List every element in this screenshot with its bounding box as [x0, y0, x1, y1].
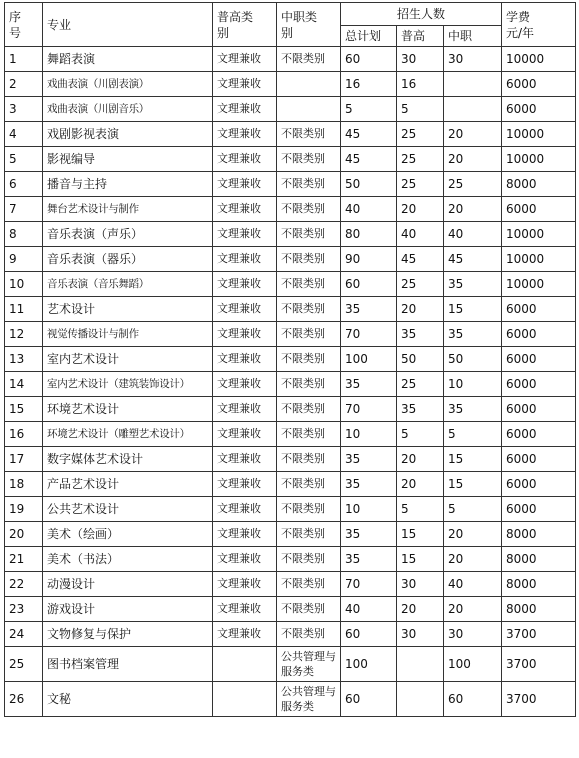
row-gaozhong: 文理兼收	[213, 297, 277, 322]
row-pugao: 35	[397, 397, 444, 422]
row-pugao: 25	[397, 147, 444, 172]
row-pugao: 20	[397, 447, 444, 472]
row-fee: 3700	[502, 647, 576, 682]
table-row	[5, 397, 576, 422]
row-major: 舞蹈表演	[43, 47, 213, 72]
row-major: 音乐表演（声乐）	[43, 222, 213, 247]
row-major: 环境艺术设计（雕塑艺术设计）	[43, 422, 213, 447]
row-zhongzhi-count: 15	[444, 297, 502, 322]
row-total: 35	[341, 472, 397, 497]
row-total: 35	[341, 447, 397, 472]
row-no: 23	[5, 597, 43, 622]
row-total: 60	[341, 682, 397, 717]
row-pugao: 30	[397, 572, 444, 597]
row-no: 19	[5, 497, 43, 522]
table-row	[5, 97, 576, 122]
row-zhongzhi: 不限类别	[277, 297, 341, 322]
row-fee: 6000	[502, 372, 576, 397]
table-row	[5, 147, 576, 172]
row-zhongzhi: 不限类别	[277, 472, 341, 497]
table-row	[5, 122, 576, 147]
row-no: 24	[5, 622, 43, 647]
row-zhongzhi-count: 25	[444, 172, 502, 197]
row-major: 戏剧影视表演	[43, 122, 213, 147]
row-zhongzhi-count: 40	[444, 572, 502, 597]
row-zhongzhi	[277, 97, 341, 122]
row-zhongzhi-count: 35	[444, 272, 502, 297]
row-major: 室内艺术设计（建筑装饰设计）	[43, 372, 213, 397]
header-no: 序号	[5, 3, 43, 47]
row-zhongzhi: 不限类别	[277, 172, 341, 197]
table-row	[5, 272, 576, 297]
row-gaozhong: 文理兼收	[213, 547, 277, 572]
row-zhongzhi-count: 20	[444, 147, 502, 172]
row-no: 10	[5, 272, 43, 297]
row-pugao: 25	[397, 122, 444, 147]
row-pugao: 20	[397, 197, 444, 222]
row-total: 90	[341, 247, 397, 272]
table-row	[5, 422, 576, 447]
row-zhongzhi: 不限类别	[277, 497, 341, 522]
row-total: 45	[341, 147, 397, 172]
row-pugao: 20	[397, 597, 444, 622]
header-row-1	[5, 3, 576, 26]
row-fee: 10000	[502, 222, 576, 247]
row-fee: 6000	[502, 472, 576, 497]
row-zhongzhi: 不限类别	[277, 522, 341, 547]
enrollment-table	[4, 2, 576, 717]
row-gaozhong: 文理兼收	[213, 172, 277, 197]
row-fee: 6000	[502, 397, 576, 422]
row-gaozhong: 文理兼收	[213, 597, 277, 622]
row-gaozhong: 文理兼收	[213, 522, 277, 547]
row-no: 22	[5, 572, 43, 597]
row-gaozhong: 文理兼收	[213, 147, 277, 172]
table-row	[5, 297, 576, 322]
row-fee: 10000	[502, 247, 576, 272]
row-zhongzhi-count: 5	[444, 422, 502, 447]
row-zhongzhi-count: 40	[444, 222, 502, 247]
row-zhongzhi-count	[444, 72, 502, 97]
row-gaozhong: 文理兼收	[213, 97, 277, 122]
row-fee: 10000	[502, 147, 576, 172]
table-row	[5, 372, 576, 397]
row-major: 动漫设计	[43, 572, 213, 597]
row-fee: 6000	[502, 197, 576, 222]
table-row	[5, 222, 576, 247]
row-total: 35	[341, 547, 397, 572]
row-no: 11	[5, 297, 43, 322]
row-zhongzhi: 不限类别	[277, 372, 341, 397]
row-fee: 8000	[502, 572, 576, 597]
row-pugao: 25	[397, 372, 444, 397]
table-row	[5, 597, 576, 622]
table-row	[5, 172, 576, 197]
row-pugao: 25	[397, 272, 444, 297]
row-major: 视觉传播设计与制作	[43, 322, 213, 347]
row-pugao: 35	[397, 322, 444, 347]
row-zhongzhi-count: 50	[444, 347, 502, 372]
row-gaozhong: 文理兼收	[213, 622, 277, 647]
row-fee: 3700	[502, 622, 576, 647]
table-row	[5, 547, 576, 572]
row-fee: 8000	[502, 597, 576, 622]
row-major: 播音与主持	[43, 172, 213, 197]
row-zhongzhi: 不限类别	[277, 247, 341, 272]
row-fee: 6000	[502, 322, 576, 347]
row-pugao: 5	[397, 97, 444, 122]
row-major: 产品艺术设计	[43, 472, 213, 497]
row-zhongzhi: 公共管理与服务类	[277, 682, 341, 717]
row-fee: 6000	[502, 497, 576, 522]
row-gaozhong: 文理兼收	[213, 197, 277, 222]
row-fee: 10000	[502, 272, 576, 297]
table-row	[5, 522, 576, 547]
row-total: 5	[341, 97, 397, 122]
row-major: 美术（书法）	[43, 547, 213, 572]
row-zhongzhi: 不限类别	[277, 322, 341, 347]
row-total: 100	[341, 647, 397, 682]
row-fee: 6000	[502, 447, 576, 472]
row-no: 8	[5, 222, 43, 247]
row-major: 游戏设计	[43, 597, 213, 622]
header-pugao: 普高	[397, 26, 444, 47]
header-gaozhong: 普高类别	[213, 3, 277, 47]
row-no: 14	[5, 372, 43, 397]
row-no: 5	[5, 147, 43, 172]
row-fee: 8000	[502, 547, 576, 572]
row-major: 美术（绘画）	[43, 522, 213, 547]
row-zhongzhi: 公共管理与服务类	[277, 647, 341, 682]
header-zhongzhi: 中职类别	[277, 3, 341, 47]
row-no: 7	[5, 197, 43, 222]
header-major: 专业	[43, 3, 213, 47]
row-gaozhong: 文理兼收	[213, 347, 277, 372]
row-major: 环境艺术设计	[43, 397, 213, 422]
row-zhongzhi-count: 20	[444, 597, 502, 622]
row-gaozhong: 文理兼收	[213, 572, 277, 597]
row-pugao: 16	[397, 72, 444, 97]
row-no: 16	[5, 422, 43, 447]
row-fee: 6000	[502, 297, 576, 322]
row-zhongzhi: 不限类别	[277, 222, 341, 247]
row-fee: 6000	[502, 97, 576, 122]
row-major: 室内艺术设计	[43, 347, 213, 372]
row-gaozhong: 文理兼收	[213, 72, 277, 97]
row-no: 4	[5, 122, 43, 147]
row-zhongzhi-count: 30	[444, 47, 502, 72]
row-no: 6	[5, 172, 43, 197]
row-gaozhong: 文理兼收	[213, 472, 277, 497]
row-total: 10	[341, 497, 397, 522]
row-gaozhong: 文理兼收	[213, 422, 277, 447]
row-fee: 3700	[502, 682, 576, 717]
row-total: 40	[341, 597, 397, 622]
row-zhongzhi-count	[444, 97, 502, 122]
row-major: 影视编导	[43, 147, 213, 172]
header-fee: 学费元/年	[502, 3, 576, 47]
row-no: 21	[5, 547, 43, 572]
row-fee: 10000	[502, 122, 576, 147]
row-total: 100	[341, 347, 397, 372]
row-zhongzhi-count: 20	[444, 547, 502, 572]
row-total: 50	[341, 172, 397, 197]
row-fee: 8000	[502, 522, 576, 547]
row-pugao: 25	[397, 172, 444, 197]
row-major: 戏曲表演（川剧音乐）	[43, 97, 213, 122]
row-gaozhong: 文理兼收	[213, 447, 277, 472]
row-zhongzhi: 不限类别	[277, 147, 341, 172]
row-pugao: 15	[397, 547, 444, 572]
row-total: 35	[341, 297, 397, 322]
row-gaozhong: 文理兼收	[213, 247, 277, 272]
row-gaozhong: 文理兼收	[213, 322, 277, 347]
row-no: 1	[5, 47, 43, 72]
table-row	[5, 622, 576, 647]
row-pugao: 5	[397, 422, 444, 447]
row-zhongzhi: 不限类别	[277, 422, 341, 447]
row-major: 音乐表演（音乐舞蹈）	[43, 272, 213, 297]
row-major: 文物修复与保护	[43, 622, 213, 647]
row-major: 音乐表演（器乐）	[43, 247, 213, 272]
row-total: 10	[341, 422, 397, 447]
row-total: 35	[341, 522, 397, 547]
row-zhongzhi-count: 30	[444, 622, 502, 647]
row-fee: 10000	[502, 47, 576, 72]
row-total: 60	[341, 622, 397, 647]
row-gaozhong: 文理兼收	[213, 222, 277, 247]
row-pugao: 15	[397, 522, 444, 547]
row-pugao: 20	[397, 297, 444, 322]
row-zhongzhi-count: 45	[444, 247, 502, 272]
row-zhongzhi: 不限类别	[277, 272, 341, 297]
row-pugao: 30	[397, 47, 444, 72]
row-zhongzhi: 不限类别	[277, 47, 341, 72]
row-gaozhong: 文理兼收	[213, 122, 277, 147]
row-gaozhong: 文理兼收	[213, 47, 277, 72]
row-major: 舞台艺术设计与制作	[43, 197, 213, 222]
row-zhongzhi: 不限类别	[277, 622, 341, 647]
row-no: 26	[5, 682, 43, 717]
row-gaozhong	[213, 682, 277, 717]
row-total: 70	[341, 322, 397, 347]
row-major: 文秘	[43, 682, 213, 717]
row-zhongzhi: 不限类别	[277, 597, 341, 622]
row-major: 公共艺术设计	[43, 497, 213, 522]
row-zhongzhi: 不限类别	[277, 572, 341, 597]
table-row	[5, 247, 576, 272]
row-zhongzhi: 不限类别	[277, 122, 341, 147]
row-pugao	[397, 647, 444, 682]
row-zhongzhi-count: 60	[444, 682, 502, 717]
row-pugao: 5	[397, 497, 444, 522]
row-total: 70	[341, 572, 397, 597]
row-zhongzhi-count: 20	[444, 122, 502, 147]
row-zhongzhi	[277, 72, 341, 97]
row-zhongzhi-count: 20	[444, 522, 502, 547]
row-major: 图书档案管理	[43, 647, 213, 682]
row-total: 40	[341, 197, 397, 222]
row-no: 3	[5, 97, 43, 122]
row-no: 17	[5, 447, 43, 472]
header-enroll: 招生人数	[341, 3, 502, 26]
row-zhongzhi: 不限类别	[277, 397, 341, 422]
row-gaozhong: 文理兼收	[213, 272, 277, 297]
row-zhongzhi: 不限类别	[277, 197, 341, 222]
table-row	[5, 72, 576, 97]
table-row	[5, 497, 576, 522]
row-zhongzhi-count: 5	[444, 497, 502, 522]
row-total: 80	[341, 222, 397, 247]
table-row	[5, 322, 576, 347]
row-total: 35	[341, 372, 397, 397]
row-zhongzhi-count: 15	[444, 447, 502, 472]
row-no: 15	[5, 397, 43, 422]
row-gaozhong	[213, 647, 277, 682]
row-zhongzhi-count: 20	[444, 197, 502, 222]
header-zhongzhi-count: 中职	[444, 26, 502, 47]
row-zhongzhi-count: 35	[444, 322, 502, 347]
table-row	[5, 572, 576, 597]
row-pugao: 50	[397, 347, 444, 372]
row-total: 70	[341, 397, 397, 422]
row-zhongzhi-count: 15	[444, 472, 502, 497]
row-total: 60	[341, 47, 397, 72]
table-row	[5, 347, 576, 372]
row-zhongzhi: 不限类别	[277, 447, 341, 472]
table-row	[5, 197, 576, 222]
row-no: 12	[5, 322, 43, 347]
row-pugao: 40	[397, 222, 444, 247]
row-pugao: 20	[397, 472, 444, 497]
row-pugao	[397, 682, 444, 717]
table-row	[5, 647, 576, 682]
row-no: 18	[5, 472, 43, 497]
row-fee: 6000	[502, 72, 576, 97]
row-major: 数字媒体艺术设计	[43, 447, 213, 472]
row-total: 16	[341, 72, 397, 97]
table-row	[5, 447, 576, 472]
row-no: 20	[5, 522, 43, 547]
row-zhongzhi: 不限类别	[277, 547, 341, 572]
row-no: 13	[5, 347, 43, 372]
header-total: 总计划	[341, 26, 397, 47]
row-gaozhong: 文理兼收	[213, 497, 277, 522]
row-total: 60	[341, 272, 397, 297]
row-fee: 8000	[502, 172, 576, 197]
table-row	[5, 682, 576, 717]
row-fee: 6000	[502, 347, 576, 372]
row-no: 2	[5, 72, 43, 97]
row-major: 艺术设计	[43, 297, 213, 322]
row-zhongzhi-count: 35	[444, 397, 502, 422]
row-zhongzhi: 不限类别	[277, 347, 341, 372]
row-gaozhong: 文理兼收	[213, 372, 277, 397]
row-zhongzhi-count: 100	[444, 647, 502, 682]
row-pugao: 30	[397, 622, 444, 647]
row-total: 45	[341, 122, 397, 147]
row-no: 25	[5, 647, 43, 682]
row-no: 9	[5, 247, 43, 272]
table-row	[5, 472, 576, 497]
table-row	[5, 47, 576, 72]
row-gaozhong: 文理兼收	[213, 397, 277, 422]
row-fee: 6000	[502, 422, 576, 447]
row-major: 戏曲表演（川剧表演）	[43, 72, 213, 97]
row-pugao: 45	[397, 247, 444, 272]
row-zhongzhi-count: 10	[444, 372, 502, 397]
